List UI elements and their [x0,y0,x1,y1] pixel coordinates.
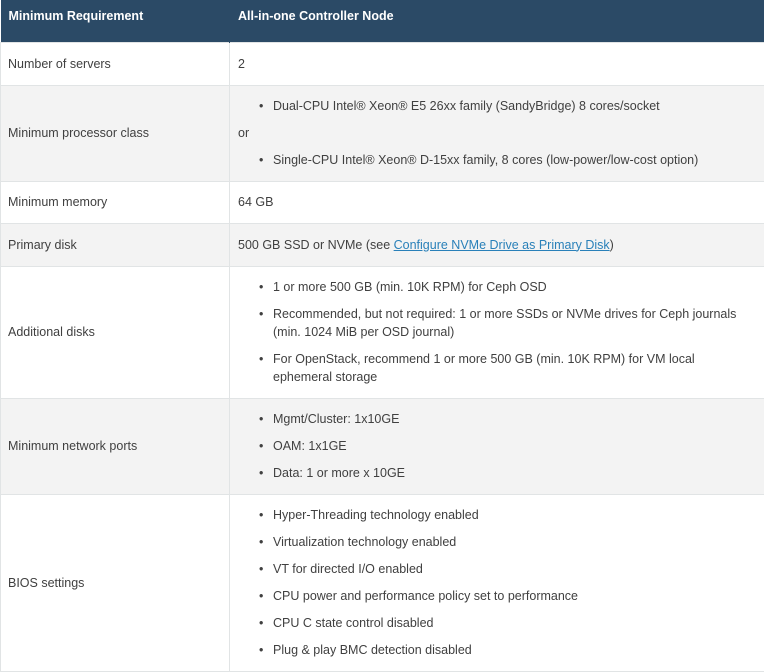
row-primary-disk [1,223,764,266]
list-item: • Hyper-Threading technology enabled [273,506,756,524]
primary-disk-suffix: ) [609,237,614,252]
nvme-primary-disk-link[interactable]: Configure NVMe Drive as Primary Disk [393,237,610,252]
row-processor [1,85,764,181]
row-value [230,494,764,671]
row-servers [1,42,764,85]
list-item: • Plug & play BMC detection disabled [273,641,756,659]
row-value [230,398,764,494]
row-value [230,85,764,181]
header-row [1,0,764,42]
list-item: • Data: 1 or more x 10GE [273,464,756,482]
processor-list [238,151,756,169]
row-label: BIOS settings [1,494,230,671]
list-item: • VT for directed I/O enabled [273,560,756,578]
primary-disk-text: 500 GB SSD or NVMe (see [238,237,394,252]
row-label: Additional disks [1,266,230,398]
list-item: • Single-CPU Intel® Xeon® D-15xx family, 8 cores (low-power/low-cost option) [273,151,756,169]
list-item: • Virtualization technology enabled [273,533,756,551]
row-bios [1,494,764,671]
list-item: • For OpenStack, recommend 1 or more 500 GB (min. 10K RPM) for VM local ephemeral storage [273,350,756,386]
row-label: Minimum processor class [1,85,230,181]
bios-settings-list [238,506,756,659]
header-controller-node: All-in-one Controller Node [230,0,764,42]
list-item: • Mgmt/Cluster: 1x10GE [273,410,756,428]
row-value [230,223,764,266]
row-value [230,266,764,398]
row-memory [1,181,764,223]
list-item: • CPU C state control disabled [273,614,756,632]
list-item: • Recommended, but not required: 1 or more SSDs or NVMe drives for Ceph journals (min. 1024 MiB per OSD journal) [273,305,756,341]
row-label: Minimum network ports [1,398,230,494]
header-requirement: Minimum Requirement [1,0,230,42]
or-separator: or [238,126,250,140]
additional-disks-list [238,278,756,386]
row-label: Primary disk [1,223,230,266]
list-item: • 1 or more 500 GB (min. 10K RPM) for Ceph OSD [273,278,756,296]
row-value: 2 [230,42,764,85]
list-item: • Dual-CPU Intel® Xeon® E5 26xx family (SandyBridge) 8 cores/socket [273,97,756,115]
row-label: Minimum memory [1,181,230,223]
list-item: • OAM: 1x1GE [273,437,756,455]
row-additional-disks [1,266,764,398]
row-network-ports [1,398,764,494]
row-value: 64 GB [230,181,764,223]
processor-list [238,97,756,115]
network-ports-list [238,410,756,482]
list-item: • CPU power and performance policy set to performance [273,587,756,605]
row-label: Number of servers [1,42,230,85]
